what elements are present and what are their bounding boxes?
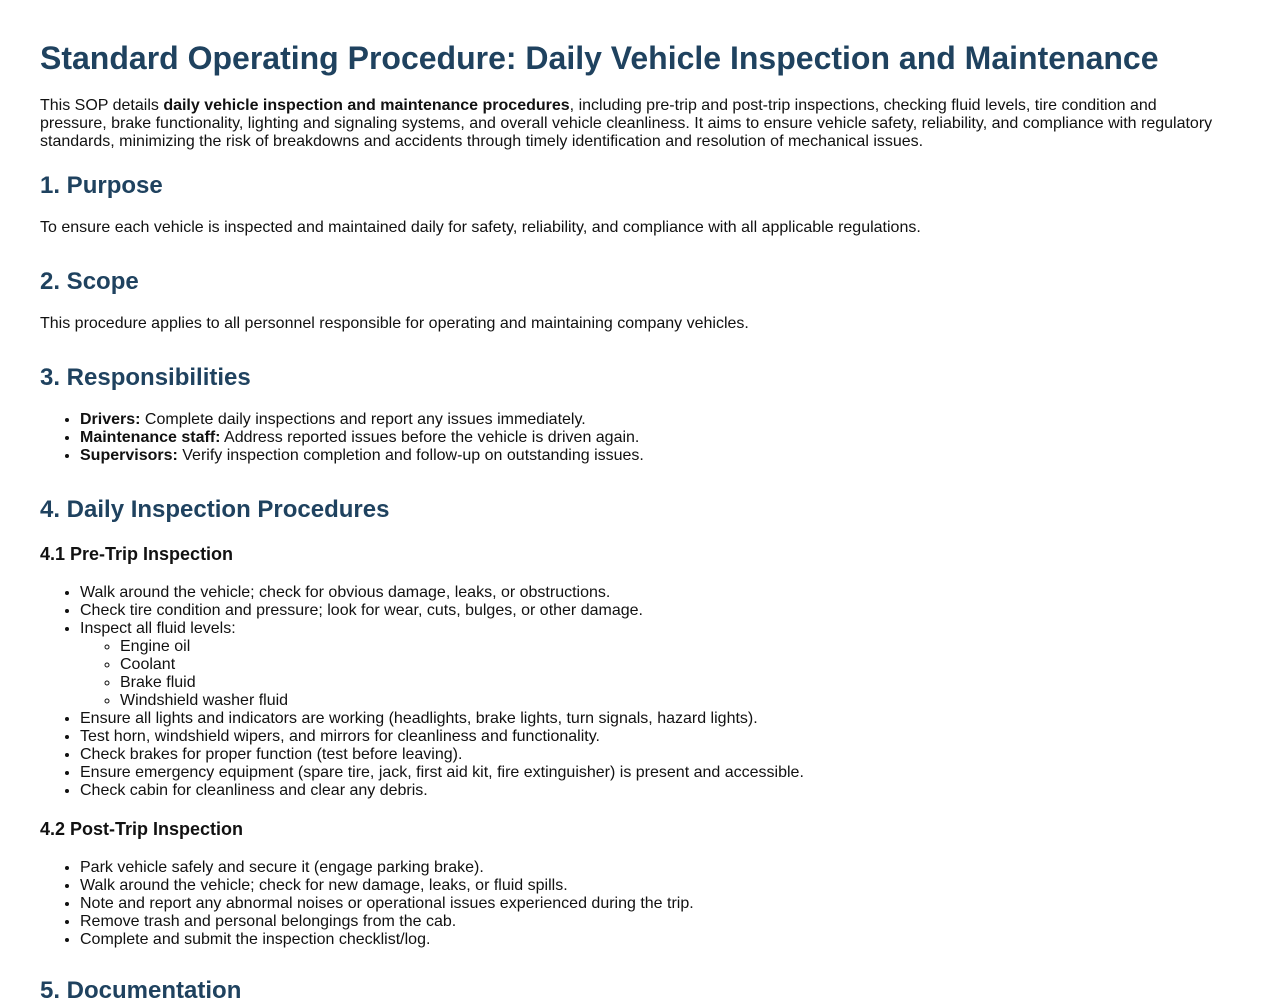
list-item: • Park vehicle safely and secure it (engage parking brake). (80, 859, 694, 877)
fluid-levels-list (80, 638, 804, 710)
posttrip-list (40, 859, 694, 949)
list-item: ◦ Engine oil (120, 638, 804, 656)
list-item: • Walk around the vehicle; check for new damage, leaks, or fluid spills. (80, 877, 694, 895)
page-title: Standard Operating Procedure: Daily Vehicle Inspection and Maintenance (40, 40, 1159, 76)
list-item: • Note and report any abnormal noises or operational issues experienced during the trip. (80, 895, 694, 913)
list-item: • Ensure emergency equipment (spare tire, jack, first aid kit, fire extinguisher) is present and accessible. (80, 764, 804, 782)
scope-heading: 2. Scope (40, 268, 139, 295)
responsibilities-heading: 3. Responsibilities (40, 364, 251, 391)
list-item: ◦ Coolant (120, 656, 804, 674)
list-item: ◦ Brake fluid (120, 674, 804, 692)
list-item (80, 429, 644, 447)
list-item: • Check tire condition and pressure; look for wear, cuts, bulges, or other damage. (80, 602, 804, 620)
responsibilities-list (40, 411, 644, 465)
list-item: • Check cabin for cleanliness and clear any debris. (80, 782, 804, 800)
daily-inspection-heading: 4. Daily Inspection Procedures (40, 496, 390, 523)
role-description: Address reported issues before the vehicle is driven again. (220, 429, 640, 446)
role-description: Complete daily inspections and report any issues immediately. (140, 411, 586, 428)
intro-paragraph (40, 97, 1223, 151)
list-item (80, 620, 804, 710)
list-item: • Ensure all lights and indicators are working (headlights, brake lights, turn signals, hazard lights). (80, 710, 804, 728)
list-item: • Walk around the vehicle; check for obvious damage, leaks, or obstructions. (80, 584, 804, 602)
posttrip-heading: 4.2 Post-Trip Inspection (40, 819, 244, 839)
list-item: ◦ Windshield washer fluid (120, 692, 804, 710)
role-label: Drivers: (80, 411, 141, 428)
list-item (80, 447, 644, 465)
role-label: Maintenance staff: (80, 429, 221, 446)
list-item: • Complete and submit the inspection checklist/log. (80, 931, 694, 949)
intro-bold-text: daily vehicle inspection and maintenance procedures (163, 97, 570, 114)
fluid-levels-label: Inspect all fluid levels: (80, 620, 236, 637)
purpose-text: To ensure each vehicle is inspected and maintained daily for safety, reliability, and compliance with all applicable regulations. (40, 219, 921, 236)
intro-text-end: , including pre-trip and post-trip inspections, checking fluid levels, tire condition and pressure, brake functionality, lighting and signaling systems, and overall vehicle cleanliness. It aims to ensure vehicle safety, reliability, and compliance with regulatory standards, minimizing the risk of breakdowns and accidents through timely identification and resolution of mechanical issues. (40, 97, 1213, 150)
list-item: • Test horn, windshield wipers, and mirrors for cleanliness and functionality. (80, 728, 804, 746)
list-item: • Check brakes for proper function (test before leaving). (80, 746, 804, 764)
list-item (80, 411, 644, 429)
purpose-heading: 1. Purpose (40, 172, 163, 199)
role-label: Supervisors: (80, 447, 178, 464)
intro-text-start: This SOP details (40, 97, 164, 114)
pretrip-heading: 4.1 Pre-Trip Inspection (40, 544, 234, 564)
pretrip-list (40, 584, 804, 800)
role-description: Verify inspection completion and follow-up on outstanding issues. (177, 447, 644, 464)
list-item: • Remove trash and personal belongings from the cab. (80, 913, 694, 931)
documentation-heading: 5. Documentation (40, 977, 242, 999)
scope-text: This procedure applies to all personnel responsible for operating and maintaining company vehicles. (40, 315, 749, 332)
